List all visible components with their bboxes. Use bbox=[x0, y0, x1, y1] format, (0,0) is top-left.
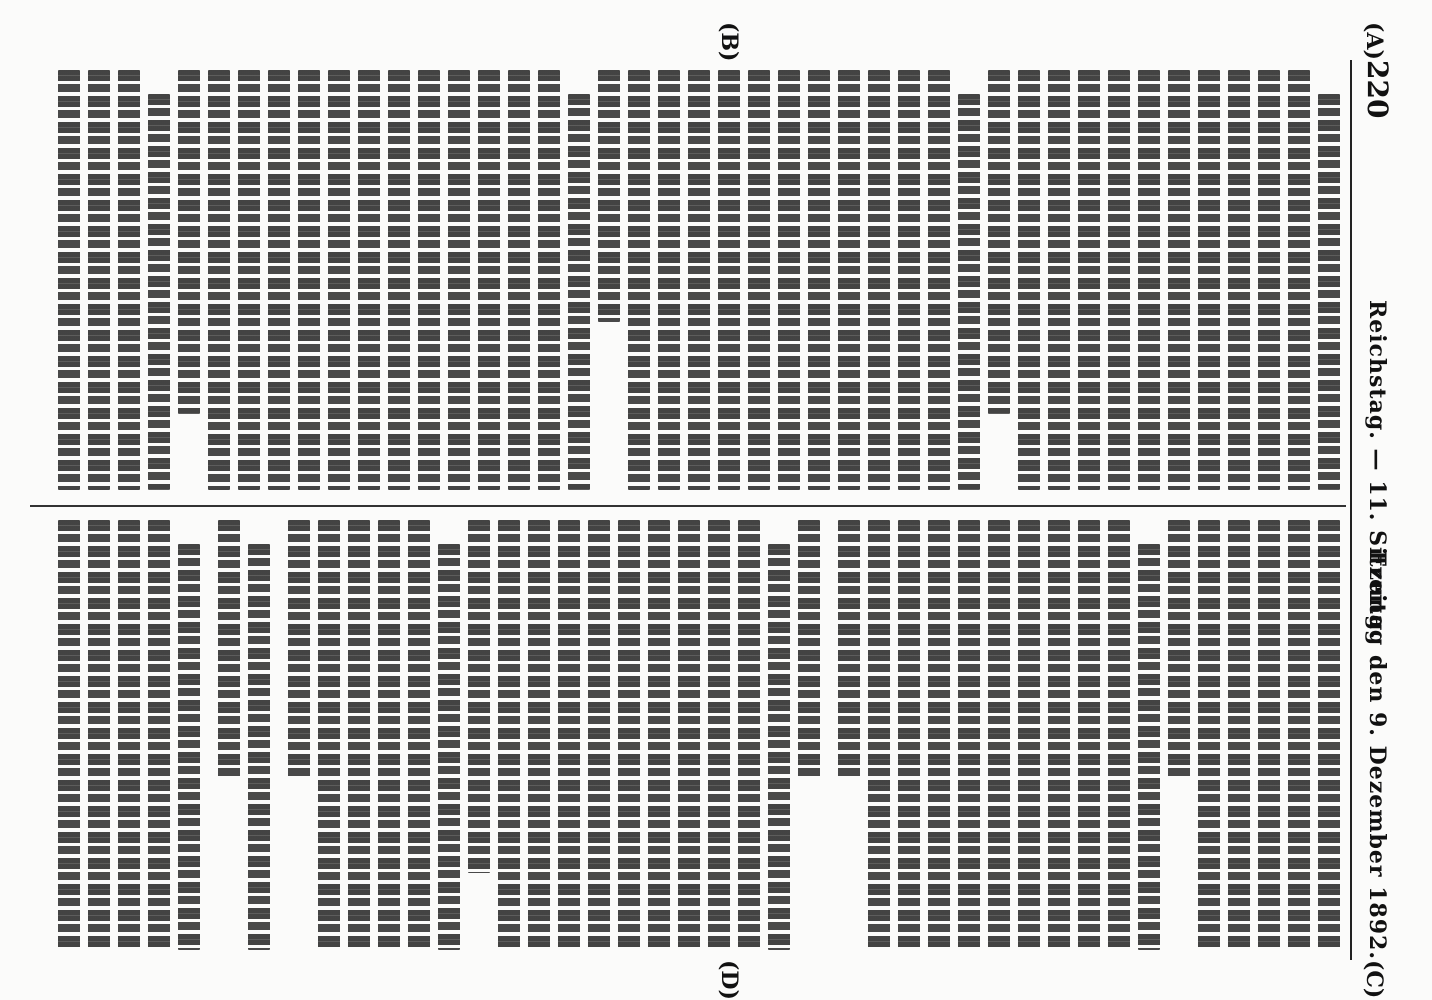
text-line bbox=[248, 544, 270, 950]
text-line bbox=[1198, 70, 1220, 490]
text-line bbox=[298, 70, 320, 490]
text-line bbox=[538, 70, 560, 490]
text-line bbox=[688, 70, 710, 490]
text-line bbox=[798, 520, 820, 778]
text-line bbox=[588, 520, 610, 950]
text-line bbox=[1018, 520, 1040, 950]
text-line bbox=[1168, 520, 1190, 778]
text-line bbox=[1108, 520, 1130, 950]
text-line bbox=[1318, 94, 1340, 490]
text-line bbox=[1258, 520, 1280, 950]
text-line bbox=[1198, 520, 1220, 950]
text-line bbox=[448, 70, 470, 490]
text-line bbox=[218, 520, 240, 778]
text-line bbox=[928, 520, 950, 950]
running-head: Reichstag. — 11. Sitzung. bbox=[1364, 300, 1390, 641]
text-column-right bbox=[40, 520, 1340, 950]
column-divider bbox=[30, 505, 1346, 507]
text-line bbox=[1288, 520, 1310, 950]
text-line bbox=[1138, 70, 1160, 490]
text-line bbox=[438, 544, 460, 950]
text-line bbox=[378, 520, 400, 950]
text-line bbox=[408, 520, 430, 950]
text-line bbox=[868, 520, 890, 950]
text-line bbox=[1318, 520, 1340, 950]
text-line bbox=[1228, 70, 1250, 490]
text-line bbox=[838, 520, 860, 778]
text-line bbox=[748, 70, 770, 490]
date-line: Freitag den 9. Dezember 1892. bbox=[1364, 550, 1390, 960]
text-line bbox=[1048, 70, 1070, 490]
text-line bbox=[808, 70, 830, 490]
text-line bbox=[928, 70, 950, 490]
text-line bbox=[558, 520, 580, 950]
text-line bbox=[358, 70, 380, 490]
text-line bbox=[348, 520, 370, 950]
text-line bbox=[708, 520, 730, 950]
text-line bbox=[768, 544, 790, 950]
text-line bbox=[838, 70, 860, 490]
text-line bbox=[418, 70, 440, 490]
text-line bbox=[868, 70, 890, 490]
text-line bbox=[178, 70, 200, 414]
text-line bbox=[268, 70, 290, 490]
text-line bbox=[1048, 520, 1070, 950]
text-line bbox=[568, 94, 590, 490]
text-line bbox=[958, 94, 980, 490]
text-line bbox=[678, 520, 700, 950]
text-line bbox=[738, 520, 760, 950]
text-line bbox=[718, 70, 740, 490]
text-line bbox=[618, 520, 640, 950]
margin-marker-d: (D) bbox=[716, 960, 742, 1000]
text-line bbox=[988, 70, 1010, 414]
text-line bbox=[148, 520, 170, 950]
margin-marker-c: (C) bbox=[1361, 960, 1387, 999]
text-line bbox=[528, 520, 550, 950]
text-line bbox=[318, 520, 340, 950]
text-line bbox=[468, 520, 490, 873]
text-line bbox=[628, 70, 650, 490]
text-line bbox=[58, 70, 80, 490]
text-line bbox=[328, 70, 350, 490]
text-line bbox=[88, 70, 110, 490]
text-line bbox=[778, 70, 800, 490]
text-line bbox=[1138, 544, 1160, 950]
text-line bbox=[88, 520, 110, 950]
header-rule bbox=[1350, 60, 1352, 960]
page-number: 220 bbox=[1361, 60, 1394, 119]
margin-marker-b: (B) bbox=[716, 22, 742, 62]
text-line bbox=[118, 70, 140, 490]
text-line bbox=[388, 70, 410, 490]
text-line bbox=[1288, 70, 1310, 490]
text-line bbox=[288, 520, 310, 778]
text-line bbox=[658, 70, 680, 490]
text-line bbox=[988, 520, 1010, 950]
text-line bbox=[1258, 70, 1280, 490]
text-line bbox=[648, 520, 670, 950]
text-line bbox=[1108, 70, 1130, 490]
text-line bbox=[208, 70, 230, 490]
text-column-left bbox=[40, 70, 1340, 490]
margin-marker-a: (A) bbox=[1361, 22, 1387, 60]
text-line bbox=[958, 520, 980, 950]
text-line bbox=[118, 520, 140, 950]
text-line bbox=[598, 70, 620, 322]
text-line bbox=[498, 520, 520, 950]
text-line bbox=[898, 520, 920, 950]
text-line bbox=[1078, 70, 1100, 490]
text-line bbox=[1078, 520, 1100, 950]
text-line bbox=[1168, 70, 1190, 490]
text-line bbox=[478, 70, 500, 490]
text-line bbox=[58, 520, 80, 950]
text-line bbox=[508, 70, 530, 490]
text-line bbox=[178, 544, 200, 950]
text-line bbox=[1018, 70, 1040, 490]
page-header bbox=[1358, 60, 1394, 960]
text-line bbox=[238, 70, 260, 490]
text-line bbox=[148, 94, 170, 490]
text-line bbox=[898, 70, 920, 490]
text-line bbox=[1228, 520, 1250, 950]
